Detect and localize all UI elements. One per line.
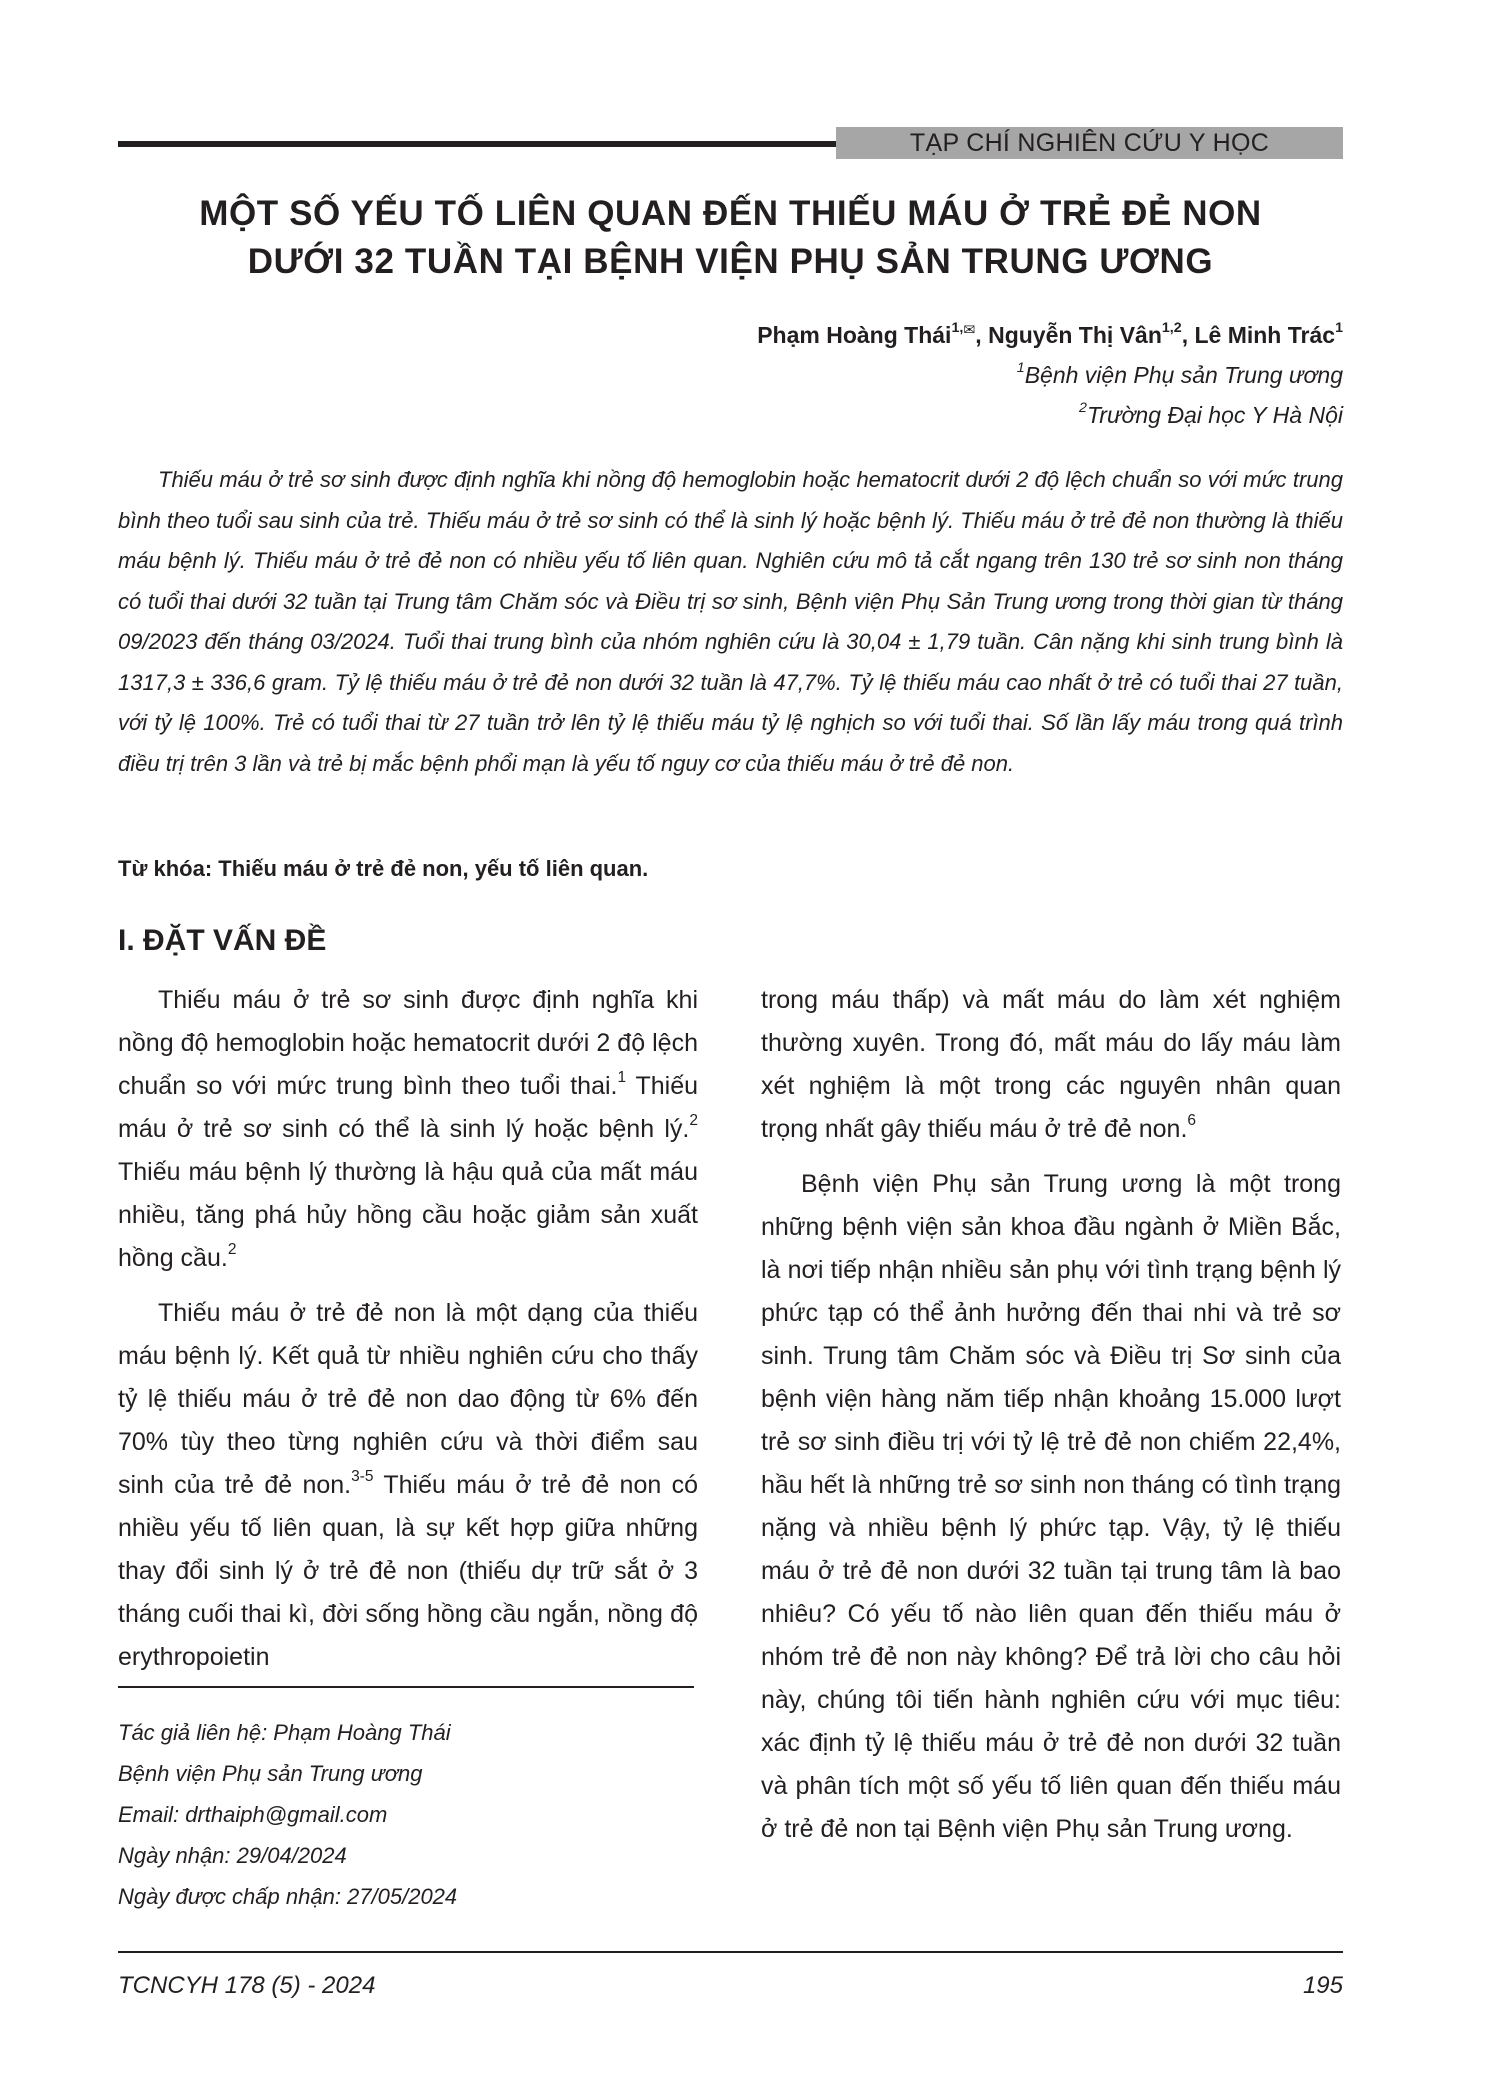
- paragraph-text: Thiếu máu ở trẻ đẻ non là một dạng của thiếu máu bệnh lý. Kết quả từ nhiều nghiên cứu cho thấy tỷ lệ thiếu máu ở trẻ đẻ non dao động từ 6% đến 70% tùy theo từng nghiên cứu và thời điểm sau sinh của trẻ đẻ non.: [118, 1299, 698, 1499]
- reference-sup: 2: [227, 1241, 237, 1259]
- paragraph: Bệnh viện Phụ sản Trung ương là một trong những bệnh viện sản khoa đầu ngành ở Miền Bắc, là nơi tiếp nhận nhiều sản phụ với tình trạng bệnh lý phức tạp có thể ảnh hưởng đến thai nhi và trẻ sơ sinh. Trung tâm Chăm sóc và Điều trị Sơ sinh của bệnh viện hàng năm tiếp nhận khoảng 15.000 lượt trẻ sơ sinh điều trị với tỷ lệ trẻ đẻ non chiếm 22,4%, hầu hết là những trẻ sơ sinh non tháng có tình trạng nặng và nhiều bệnh lý phức tạp. Vậy, tỷ lệ thiếu máu ở trẻ đẻ non dưới 32 tuần tại trung tâm là bao nhiêu? Có yếu tố nào liên quan đến thiếu máu ở nhóm trẻ đẻ non này không? Để trả lời cho câu hỏi này, chúng tôi tiến hành nghiên cứu với mục tiêu: xác định tỷ lệ thiếu máu ở trẻ đẻ non dưới 32 tuần và phân tích một số yếu tố liên quan đến thiếu máu ở trẻ đẻ non tại Bệnh viện Phụ sản Trung ương.: [761, 1170, 1341, 1843]
- received-date: Ngày nhận: 29/04/2024: [118, 1843, 347, 1868]
- author-name: Lê Minh Trác: [1194, 322, 1336, 348]
- paragraph-text: Thiếu máu bệnh lý thường là hậu quả của mất máu nhiều, tăng phá hủy hồng cầu hoặc giảm sản xuất hồng cầu.: [118, 1158, 698, 1272]
- footer-rule: [118, 1951, 1343, 1953]
- affiliation-name: Trường Đại học Y Hà Nội: [1086, 402, 1343, 428]
- page-number: 195: [1302, 1972, 1343, 1999]
- article-title: [118, 190, 1343, 286]
- left-column: [118, 979, 698, 1679]
- corresponding-email: Email: drthaiph@gmail.com: [118, 1802, 388, 1827]
- journal-citation: TCNCYH 178 (5) - 2024: [118, 1972, 376, 1999]
- paragraph-text: Thiếu máu ở trẻ sơ sinh được định nghĩa khi nồng độ hemoglobin hoặc hematocrit dưới 2 độ lệch chuẩn so với mức trung bình theo tuổi thai.: [118, 986, 698, 1100]
- author-affiliation-sup: 1,: [951, 320, 964, 337]
- header-rule: [118, 141, 838, 147]
- right-column: [761, 979, 1341, 1851]
- corresponding-affiliation: Bệnh viện Phụ sản Trung ương: [118, 1761, 423, 1786]
- title-line-1: MỘT SỐ YẾU TỐ LIÊN QUAN ĐẾN THIẾU MÁU Ở TRẺ ĐẺ NON: [199, 194, 1262, 233]
- paragraph: [118, 979, 698, 1280]
- affiliation-number: 1: [1016, 360, 1025, 377]
- author-name: Nguyễn Thị Vân: [988, 322, 1162, 348]
- author-list: Phạm Hoàng Thái$^{1,✉}$, Nguyễn Thị Vân$^{1,2}$, Lê Minh Trác$^1$: [757, 320, 1343, 348]
- affiliation-number: 2: [1079, 400, 1087, 417]
- affiliation: [757, 395, 1343, 435]
- title-line-2: DƯỚI 32 TUẦN TẠI BỆNH VIỆN PHỤ SẢN TRUNG ƯƠNG: [247, 242, 1214, 281]
- abstract: [118, 460, 1343, 784]
- correspondence-footnote: [118, 1712, 457, 1917]
- reference-sup: 6: [1187, 1112, 1197, 1130]
- journal-name: TẠP CHÍ NGHIÊN CỨU Y HỌC: [836, 127, 1343, 159]
- paragraph-text: Thiếu máu ở trẻ sơ sinh có thể là sinh lý hoặc bệnh lý.: [118, 1072, 699, 1143]
- envelope-icon: ✉: [963, 322, 976, 339]
- footnote-rule: [118, 1686, 694, 1688]
- affiliation: [757, 355, 1343, 395]
- paragraph: [118, 1292, 698, 1679]
- section-heading: I. ĐẶT VẤN ĐỀ: [118, 924, 327, 957]
- author-block: [757, 315, 1343, 435]
- reference-sup: 2: [689, 1112, 698, 1130]
- author-affiliation-sup: 1,2: [1161, 320, 1182, 337]
- paragraph-text: Thiếu máu ở trẻ đẻ non có nhiều yếu tố liên quan, là sự kết hợp giữa những thay đổi sinh lý ở trẻ đẻ non (thiếu dự trữ sắt ở 3 tháng cuối thai kì, đời sống hồng cầu ngắn, nồng độ erythropoietin: [118, 1471, 698, 1671]
- accepted-date: Ngày được chấp nhận: 27/05/2024: [118, 1884, 458, 1909]
- affiliation-name: Bệnh viện Phụ sản Trung ương: [1024, 362, 1343, 388]
- author-affiliation-sup: 1: [1335, 320, 1343, 337]
- corresponding-author: Tác giả liên hệ: Phạm Hoàng Thái: [118, 1720, 451, 1745]
- author-name: Phạm Hoàng Thái: [757, 322, 952, 348]
- reference-sup: 1: [617, 1069, 627, 1087]
- reference-sup: 3-5: [351, 1468, 374, 1486]
- paragraph: [761, 979, 1341, 1151]
- keywords: Từ khóa: Thiếu máu ở trẻ đẻ non, yếu tố liên quan.: [118, 856, 649, 881]
- abstract-text: Thiếu máu ở trẻ sơ sinh được định nghĩa khi nồng độ hemoglobin hoặc hematocrit dưới 2 độ lệch chuẩn so với mức trung bình theo tuổi sau sinh của trẻ. Thiếu máu ở trẻ sơ sinh có thể là sinh lý hoặc bệnh lý. Thiếu máu ở trẻ đẻ non thường là thiếu máu bệnh lý. Thiếu máu ở trẻ đẻ non có nhiều yếu tố liên quan. Nghiên cứu mô tả cắt ngang trên 130 trẻ sơ sinh non tháng có tuổi thai dưới 32 tuần tại Trung tâm Chăm sóc và Điều trị sơ sinh, Bệnh viện Phụ Sản Trung ương trong thời gian từ tháng 09/2023 đến tháng 03/2024. Tuổi thai trung bình của nhóm nghiên cứu là 30,04 ± 1,79 tuần. Cân nặng khi sinh trung bình là 1317,3 ± 336,6 gram. Tỷ lệ thiếu máu ở trẻ đẻ non dưới 32 tuần là 47,7%. Tỷ lệ thiếu máu cao nhất ở trẻ có tuổi thai 27 tuần, với tỷ lệ 100%. Trẻ có tuổi thai từ 27 tuần trở lên tỷ lệ thiếu máu tỷ lệ nghịch so với tuổi thai. Số lần lấy máu trong quá trình điều trị trên 3 lần và trẻ bị mắc bệnh phổi mạn là yếu tố nguy cơ của thiếu máu ở trẻ đẻ non.: [118, 467, 1343, 776]
- paragraph-text: trong máu thấp) và mất máu do làm xét nghiệm thường xuyên. Trong đó, mất máu do lấy máu làm xét nghiệm là một trong các nguyên nhân quan trọng nhất gây thiếu máu ở trẻ đẻ non.: [761, 986, 1341, 1143]
